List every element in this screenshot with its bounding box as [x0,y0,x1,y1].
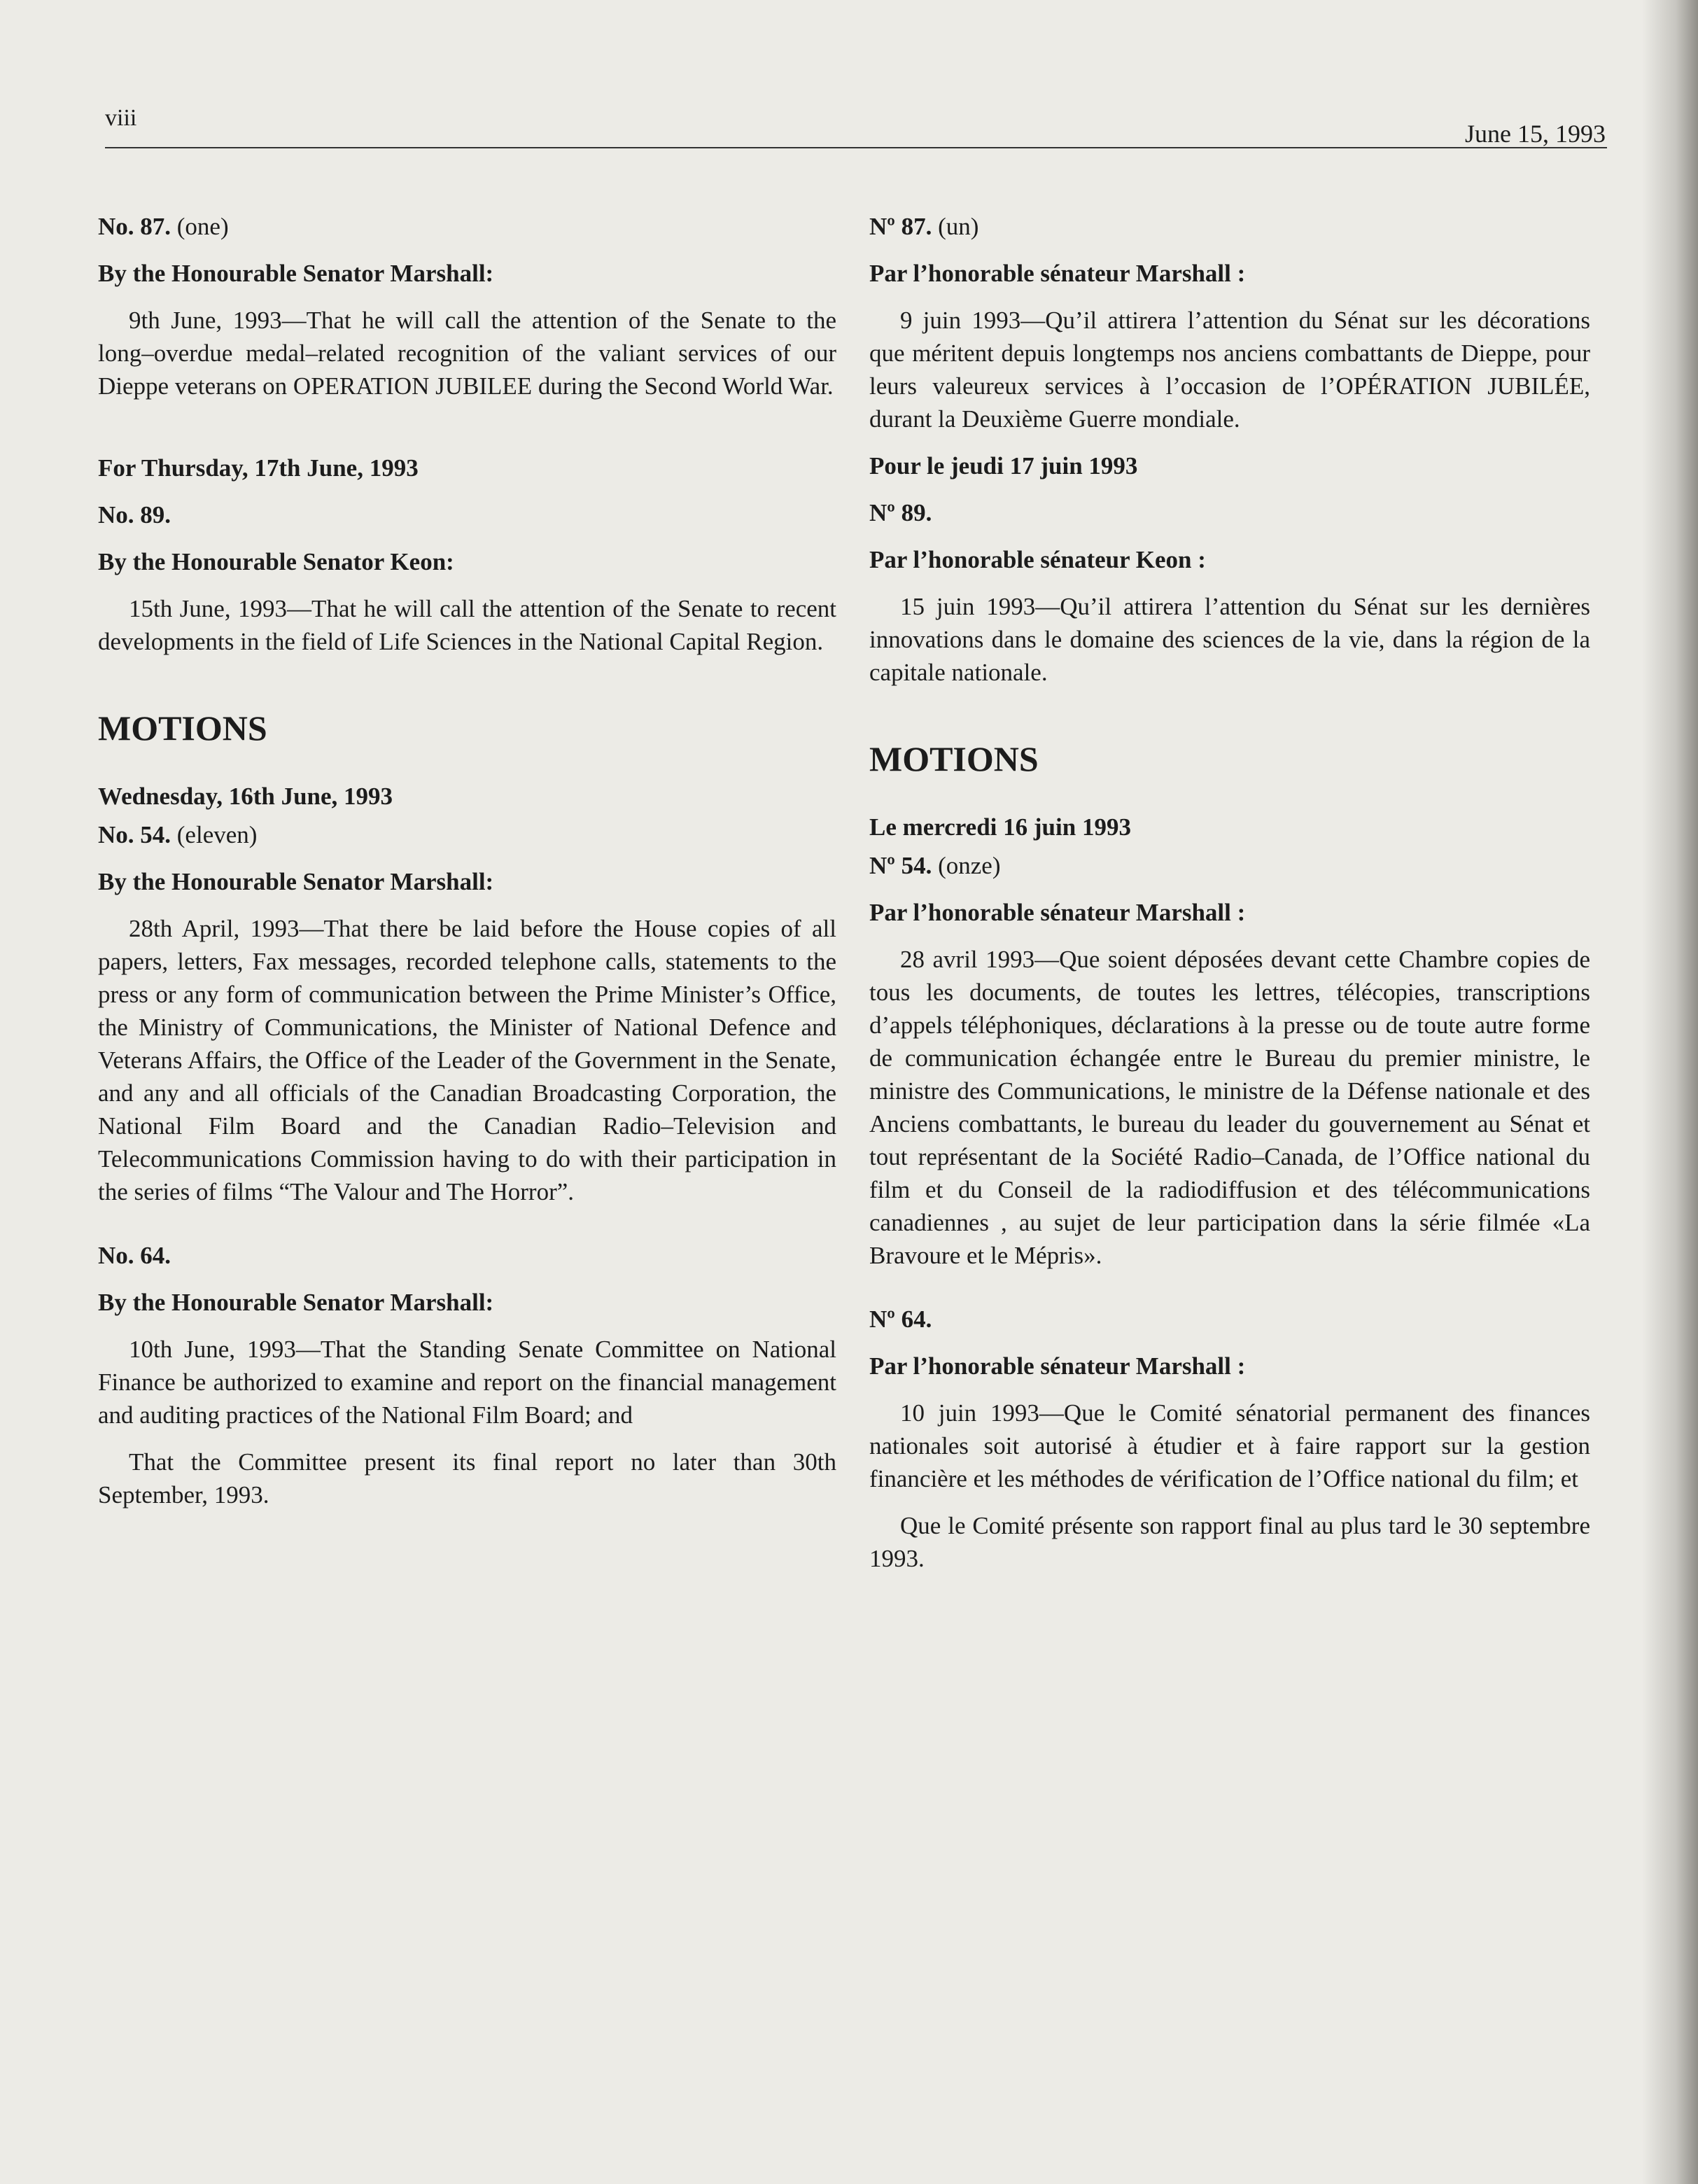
page-date: June 15, 1993 [1465,120,1606,148]
item-87-sponsor-fr: Par l’honorable sénateur Marshall : [869,260,1246,287]
english-column [98,210,836,1511]
item-87-text-fr: 9 juin 1993—Qu’il attirera l’attention du Sénat sur les décorations que méritent depuis longtemps nos anciens combattants de Dieppe, pour leurs valeureux services à l’occasion de l’OPÉRATION JUBILÉE, durant la Deuxième Guerre mondiale. [869,307,1590,433]
item-64-text-fr: 10 juin 1993—Que le Comité sénatorial permanent des finances nationales soit autorisé à étudier et à faire rapport sur la gestion financière et les méthodes de vérification de l’Office national du film; et [869,1399,1590,1492]
item-64-number-fr: Nº 64. [869,1306,932,1333]
motions-title: MOTIONS [98,708,267,748]
item-89-number: No. 89. [98,501,171,528]
item-87-text: 9th June, 1993—That he will call the attention of the Senate to the long–overdue medal–related recognition of the valiant services of our Dieppe veterans on OPERATION JUBILEE during the Second World War. [98,307,836,400]
page-number: viii [105,105,137,131]
item-87-heading: No. 87. (one) [98,213,229,240]
item-89-number-fr: Nº 89. [869,499,932,526]
item-64-sponsor: By the Honourable Senator Marshall: [98,1289,494,1316]
item-89-text-fr: 15 juin 1993—Qu’il attirera l’attention du Sénat sur les dernières innovations dans le domaine des sciences de la vie, dans la région de la capitale nationale. [869,593,1590,686]
item-64-number: No. 64. [98,1242,171,1269]
wednesday-heading-fr: Le mercredi 16 juin 1993 [869,813,1131,841]
item-89-sponsor-fr: Par l’honorable sénateur Keon : [869,546,1206,573]
page-edge-shadow [1642,0,1698,2184]
item-64-text: 10th June, 1993—That the Standing Senate Committee on National Finance be authorized to examine and report on the financial management and auditing practices of the National Film Board; and [98,1336,836,1429]
french-column [869,210,1590,1575]
item-54-heading-fr: Nº 54. (onze) [869,852,1001,879]
motions-title-fr: MOTIONS [869,739,1039,778]
thursday-heading-fr: Pour le jeudi 17 juin 1993 [869,452,1138,479]
item-54-heading: No. 54. (eleven) [98,821,258,848]
item-89-text: 15th June, 1993—That he will call the attention of the Senate to recent developments in the field of Life Sciences in the National Capital Region. [98,595,836,655]
item-54-text: 28th April, 1993—That there be laid before the House copies of all papers, letters, Fax messages, recorded telephone calls, statements to the press or any form of communication between the Prime Minister’s Office, the Ministry of Communications, the Minister of National Defence and Veterans Affairs, the Office of the Leader of the Government in the Senate, and any and all officials of the Canadian Broadcasting Corporation, the National Film Board and the Canadian Radio–Television and Telecommunications Commission having to do with their participation in the series of films “The Valour and The Horror”. [98,915,836,1205]
item-87-sponsor: By the Honourable Senator Marshall: [98,260,494,287]
item-54-text-fr: 28 avril 1993—Que soient déposées devant cette Chambre copies de tous les documents, de toutes les lettres, télécopies, transcriptions d’appels téléphoniques, déclarations à la presse ou de toute autre forme de communication échangée entre le Bureau du premier ministre, le ministre des Communications, le ministre de la Défense nationale et des Anciens combattants, le bureau du leader du gouvernement au Sénat et tout représentant de la Société Radio–Canada, de l’Office national du film et du Conseil de la radiodiffusion et des télécommunications canadiennes , au sujet de leur participation dans la série filmée «La Bravoure et le Mépris». [869,946,1590,1269]
item-64-text-2-fr: Que le Comité présente son rapport final au plus tard le 30 septembre 1993. [869,1512,1590,1572]
item-89-sponsor: By the Honourable Senator Keon: [98,548,454,575]
item-64-sponsor-fr: Par l’honorable sénateur Marshall : [869,1352,1246,1380]
thursday-heading: For Thursday, 17th June, 1993 [98,454,419,482]
item-64-text-2: That the Committee present its final report no later than 30th September, 1993. [98,1448,836,1508]
wednesday-heading: Wednesday, 16th June, 1993 [98,783,393,810]
item-54-sponsor: By the Honourable Senator Marshall: [98,868,494,895]
item-87-heading-fr: Nº 87. (un) [869,213,979,240]
item-54-sponsor-fr: Par l’honorable sénateur Marshall : [869,899,1246,926]
header-rule [105,147,1607,148]
